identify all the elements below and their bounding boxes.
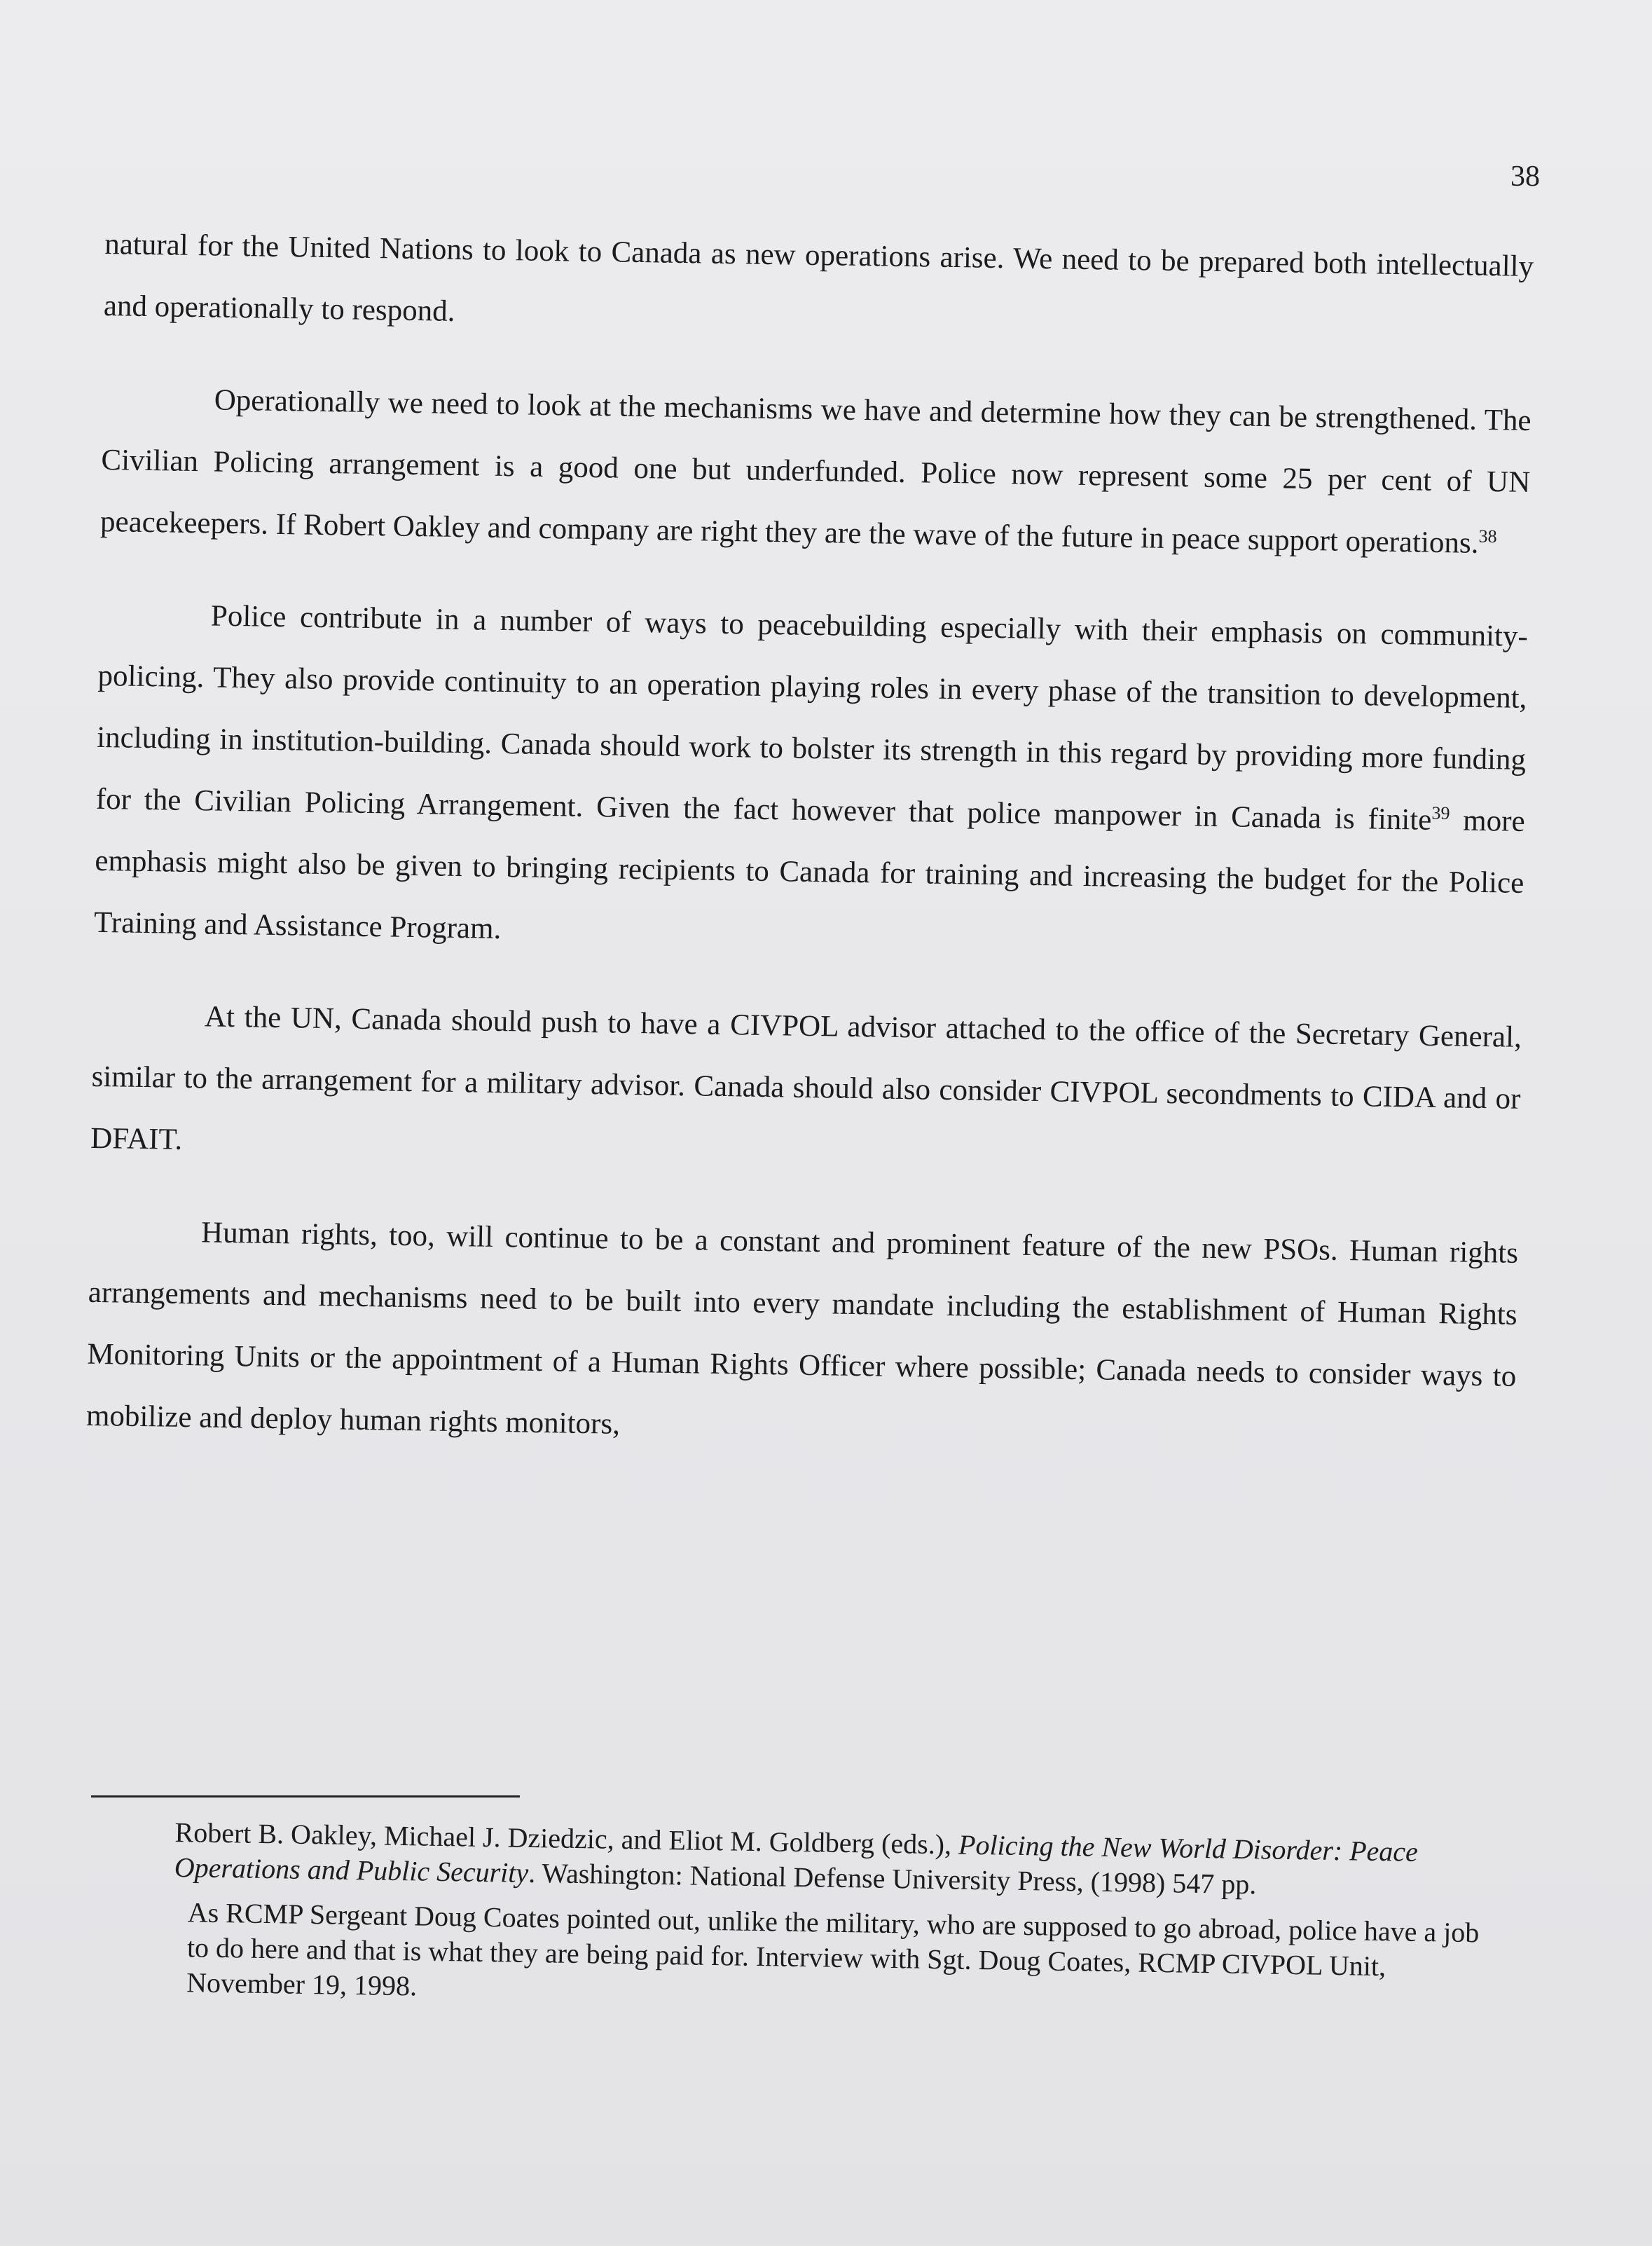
footnote-39-text: As RCMP Sergeant Doug Coates pointed out, unlike the military, who are supposed to go abroad, police have a job to do here and that is what they are being paid for. Interview with Sgt. Doug Coates, RCMP CIVPOL Unit, November 19, 1998.	[186, 1896, 1480, 2002]
paragraph-1	[103, 214, 1534, 360]
paragraph-3-text-after: more emphasis might also be given to bringing recipients to Canada for training and increasing the budget for the Police Training and Assistance Program.	[93, 804, 1525, 946]
footnote-38-title: Policing the New World Disorder: Peace Operations and Public Security	[174, 1828, 1419, 1889]
footnote-38-text-after: . Washington: National Defense University Press, (1998) 547 pp.	[528, 1856, 1257, 1901]
paragraph-1-text: natural for the United Nations to look to Canada as new operations arise. We need to be prepared both intellectually and operationally to respond.	[103, 227, 1534, 328]
paragraph-3-text-before: Police contribute in a number of ways to peacebuilding especially with their emphasis on community-policing. They also provide continuity to an operation playing roles in every phase of the transition to development, including in institution-building. Canada should work to bolster its strength in this regard by providing more funding for the Civilian Policing Arrangement. Given the fact however that police manpower in Canada is finite	[95, 599, 1529, 837]
body-text	[85, 214, 1534, 1500]
paragraph-3	[93, 584, 1528, 976]
footnote-38	[174, 1815, 1492, 1906]
paragraph-5	[85, 1200, 1518, 1470]
page-number: 38	[1510, 160, 1540, 193]
footnote-39	[186, 1895, 1491, 2020]
paragraph-2	[99, 368, 1531, 575]
paragraph-5-text: Human rights, too, will continue to be a constant and prominent feature of the new PSOs. Human rights arrangements and mechanisms need to be built into every mandate including the establishment of Human Rights Monitoring Units or the appointment of a Human Rights Officer where possible; Canada needs to consider ways to mobilize and deploy human rights monitors,	[85, 1216, 1519, 1441]
footnote-38-text-before: Robert B. Oakley, Michael J. Dziedzic, and Eliot M. Goldberg (eds.),	[174, 1816, 959, 1861]
footnote-ref-38: 38	[1478, 526, 1497, 547]
footnote-ref-39: 39	[1431, 802, 1450, 823]
paragraph-4	[90, 985, 1522, 1192]
footnote-divider	[91, 1795, 520, 1798]
footnotes	[172, 1815, 1492, 2030]
paragraph-4-text: At the UN, Canada should push to have a CIVPOL advisor attached to the office of the Secretary General, similar to the arrangement for a military advisor. Canada should also consider CIVPOL secondments to CIDA and or DFAIT.	[90, 1000, 1522, 1156]
paragraph-2-text: Operationally we need to look at the mechanisms we have and determine how they can be strengthened. The Civilian Policing arrangement is a good one but underfunded. Police now represent some 25 per cent of UN peacekeepers. If Robert Oakley and company are right they are the wave of the future in peace support operations.	[99, 383, 1531, 560]
